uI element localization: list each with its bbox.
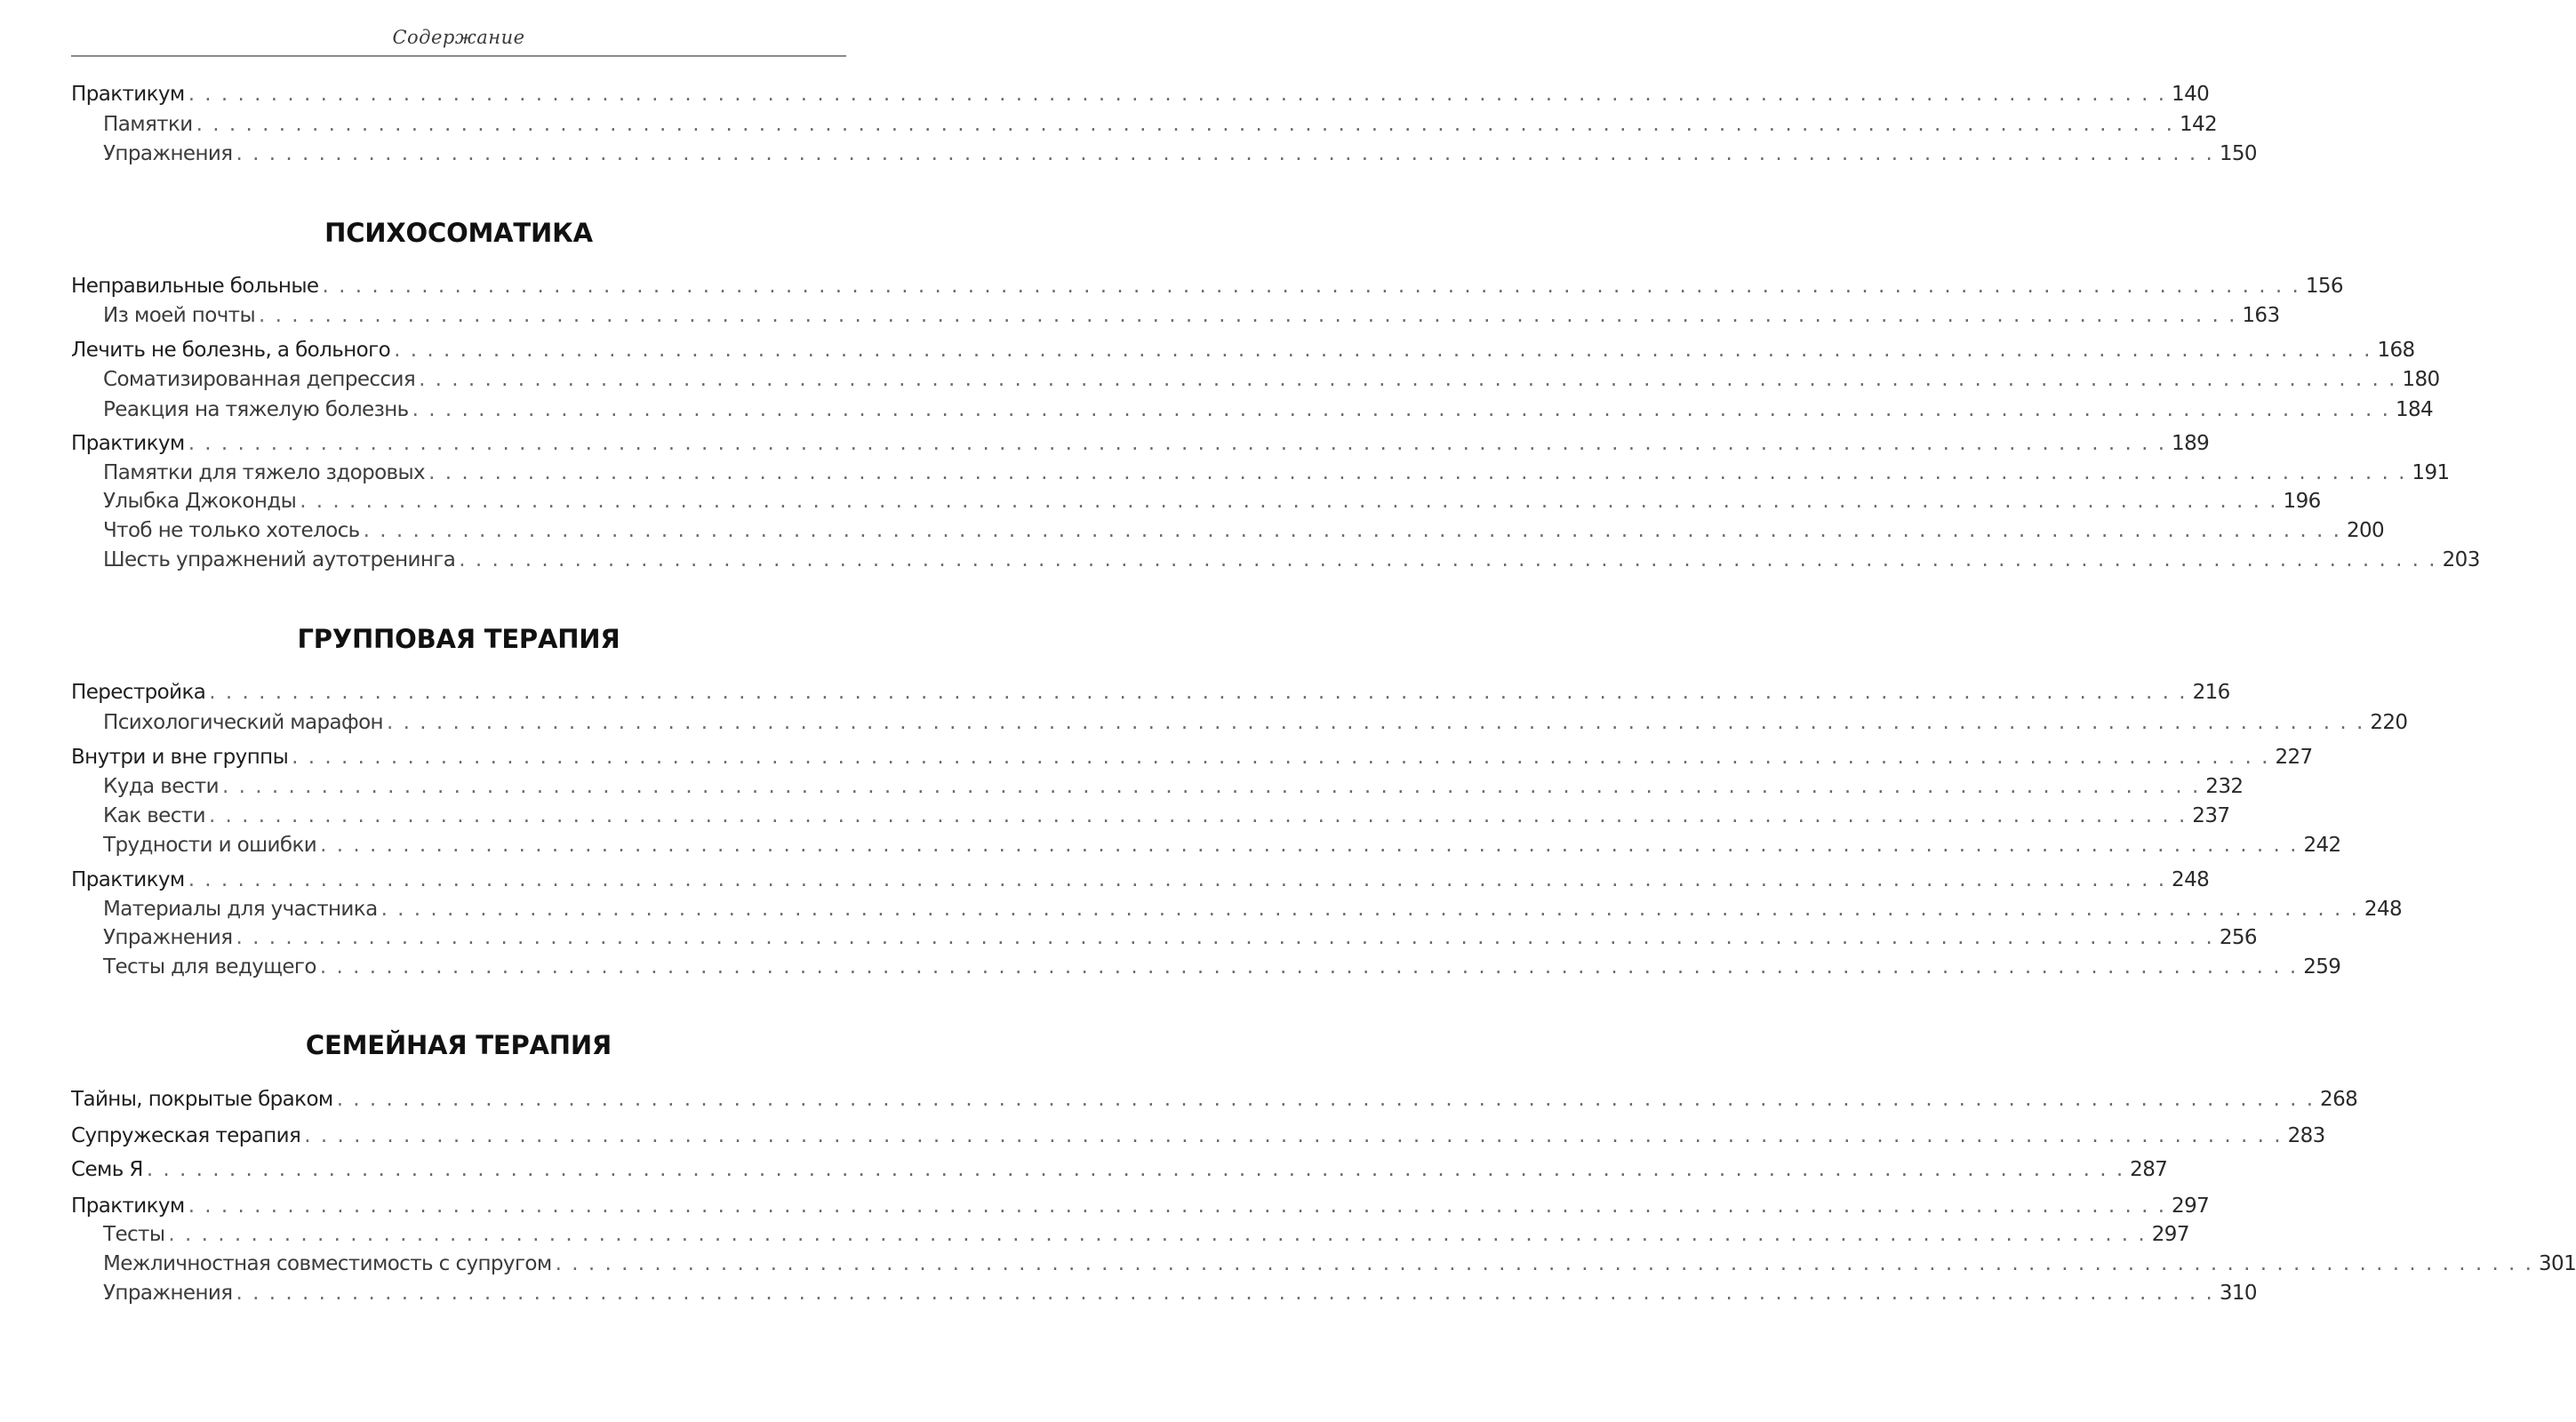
toc-entry-page: 242 xyxy=(2303,834,2341,857)
toc-entry-page: 156 xyxy=(2305,275,2343,298)
dot-leader: . . . . . . . . . . . . . . . . . . . . . . . . . . . . . . . . . . . . . . . . . . . . . . . . . . . . . . . . . . . . . . . . . . . . . . . . . . . . . . . . . . . . . . . . . . . . . . . . . . . . . . . . . . . . . . . . . . . . . . . . xyxy=(188,868,2167,891)
toc-entry-title: Практикум xyxy=(71,868,185,891)
toc-entry-title: Реакция на тяжелую болезнь xyxy=(103,398,409,421)
toc-entry-page: 189 xyxy=(2172,432,2210,455)
toc-entry-title: Шесть упражнений аутотренинга xyxy=(103,548,456,571)
dot-leader: . . . . . . . . . . . . . . . . . . . . . . . . . . . . . . . . . . . . . . . . . . . . . . . . . . . . . . . . . . . . . . . . . . . . . . . . . . . . . . . . . . . . . . . . . . . . . . . . . . . . . . . . . . . . . . . . . . . . . . . . xyxy=(196,113,2174,136)
toc-entry-title: Упражнения xyxy=(103,142,233,165)
dot-leader: . . . . . . . . . . . . . . . . . . . . . . . . . . . . . . . . . . . . . . . . . . . . . . . . . . . . . . . . . . . . . . . . . . . . . . . . . . . . . . . . . . . . . . . . . . . . . . . . . . . . . . . . . . . . . . . . . . . . . . . . xyxy=(236,926,2214,949)
toc-entry-page: 168 xyxy=(2377,339,2415,362)
dot-leader: . . . . . . . . . . . . . . . . . . . . . . . . . . . . . . . . . . . . . . . . . . . . . . . . . . . . . . . . . . . . . . . . . . . . . . . . . . . . . . . . . . . . . . . . . . . . . . . . . . . . . . . . . . . . . . . . . . . . . . . . xyxy=(336,1088,2316,1111)
toc-entry-page: 287 xyxy=(2130,1158,2168,1181)
toc-entry-title: Перестройка xyxy=(71,681,206,704)
running-title: Содержание xyxy=(392,27,525,48)
dot-leader: . . . . . . . . . . . . . . . . . . . . . . . . . . . . . . . . . . . . . . . . . . . . . . . . . . . . . . . . . . . . . . . . . . . . . . . . . . . . . . . . . . . . . . . . . . . . . . . . . . . . . . . . . . . . . . . . . . . . . . . . xyxy=(459,548,2437,571)
toc-subentry[interactable] xyxy=(71,895,2403,923)
toc-subentry[interactable] xyxy=(71,1250,2576,1278)
toc-entry-page: 184 xyxy=(2395,398,2434,421)
toc-entry-title: Тайны, покрытые браком xyxy=(71,1088,333,1111)
dot-leader: . . . . . . . . . . . . . . . . . . . . . . . . . . . . . . . . . . . . . . . . . . . . . . . . . . . . . . . . . . . . . . . . . . . . . . . . . . . . . . . . . . . . . . . . . . . . . . . . . . . . . . . . . . . . . . . . . . . . . . . . xyxy=(168,1223,2147,1246)
toc-subentry[interactable] xyxy=(71,365,2440,394)
dot-leader: . . . . . . . . . . . . . . . . . . . . . . . . . . . . . . . . . . . . . . . . . . . . . . . . . . . . . . . . . . . . . . . . . . . . . . . . . . . . . . . . . . . . . . . . . . . . . . . . . . . . . . . . . . . . . . . . . . . . . . . . xyxy=(188,83,2167,106)
dot-leader: . . . . . . . . . . . . . . . . . . . . . . . . . . . . . . . . . . . . . . . . . . . . . . . . . . . . . . . . . . . . . . . . . . . . . . . . . . . . . . . . . . . . . . . . . . . . . . . . . . . . . . . . . . . . . . . . . . . . . . . . xyxy=(412,398,2390,421)
toc-entry-page: 200 xyxy=(2346,519,2385,542)
dot-leader: . . . . . . . . . . . . . . . . . . . . . . . . . . . . . . . . . . . . . . . . . . . . . . . . . . . . . . . . . . . . . . . . . . . . . . . . . . . . . . . . . . . . . . . . . . . . . . . . . . . . . . . . . . . . . . . . . . . . . . . . xyxy=(386,711,2365,734)
toc-entry-page: 248 xyxy=(2364,898,2403,921)
toc-entry-page: 220 xyxy=(2370,711,2408,734)
toc-entry[interactable] xyxy=(71,429,2210,458)
toc-entry-title: Практикум xyxy=(71,1194,185,1218)
toc-subentry[interactable] xyxy=(71,772,2244,801)
toc-entry[interactable] xyxy=(71,743,2313,771)
dot-leader: . . . . . . . . . . . . . . . . . . . . . . . . . . . . . . . . . . . . . . . . . . . . . . . . . . . . . . . . . . . . . . . . . . . . . . . . . . . . . . . . . . . . . . . . . . . . . . . . . . . . . . . . . . . . . . . . . . . . . . . . xyxy=(319,955,2299,979)
toc-entry-title: Неправильные больные xyxy=(71,275,319,298)
toc-subentry[interactable] xyxy=(71,1220,2189,1249)
toc-entry-page: 232 xyxy=(2205,775,2244,798)
dot-leader: . . . . . . . . . . . . . . . . . . . . . . . . . . . . . . . . . . . . . . . . . . . . . . . . . . . . . . . . . . . . . . . . . . . . . . . . . . . . . . . . . . . . . . . . . . . . . . . . . . . . . . . . . . . . . . . . . . . . . . . . xyxy=(394,339,2372,362)
toc-entry[interactable] xyxy=(71,336,2415,364)
dot-leader: . . . . . . . . . . . . . . . . . . . . . . . . . . . . . . . . . . . . . . . . . . . . . . . . . . . . . . . . . . . . . . . . . . . . . . . . . . . . . . . . . . . . . . . . . . . . . . . . . . . . . . . . . . . . . . . . . . . . . . . . xyxy=(292,746,2270,769)
toc-entry[interactable] xyxy=(71,678,2230,707)
dot-leader: . . . . . . . . . . . . . . . . . . . . . . . . . . . . . . . . . . . . . . . . . . . . . . . . . . . . . . . . . . . . . . . . . . . . . . . . . . . . . . . . . . . . . . . . . . . . . . . . . . . . . . . . . . . . . . . . . . . . . . . . xyxy=(320,834,2299,857)
toc-entry-title: Лечить не болезнь, а больного xyxy=(71,339,391,362)
toc-entry[interactable] xyxy=(71,1085,2358,1114)
toc-entry-page: 163 xyxy=(2242,304,2280,327)
toc-entry-title: Из моей почты xyxy=(103,304,256,327)
toc-entry-title: Практикум xyxy=(71,83,185,106)
toc-entry-page: 180 xyxy=(2402,368,2440,391)
toc-entry-title: Как вести xyxy=(103,804,205,827)
dot-leader: . . . . . . . . . . . . . . . . . . . . . . . . . . . . . . . . . . . . . . . . . . . . . . . . . . . . . . . . . . . . . . . . . . . . . . . . . . . . . . . . . . . . . . . . . . . . . . . . . . . . . . . . . . . . . . . . . . . . . . . . xyxy=(300,490,2278,513)
toc-entry-title: Трудности и ошибки xyxy=(103,834,317,857)
toc-entry-page: 142 xyxy=(2179,113,2218,136)
toc-entry-title: Памятки для тяжело здоровых xyxy=(103,461,426,484)
toc-entry-title: Соматизированная депрессия xyxy=(103,368,416,391)
toc-entry-page: 150 xyxy=(2219,142,2257,165)
toc-entry[interactable] xyxy=(71,866,2210,894)
toc-entry[interactable] xyxy=(71,1122,2325,1150)
dot-leader: . . . . . . . . . . . . . . . . . . . . . . . . . . . . . . . . . . . . . . . . . . . . . . . . . . . . . . . . . . . . . . . . . . . . . . . . . . . . . . . . . . . . . . . . . . . . . . . . . . . . . . . . . . . . . . . . . . . . . . . . xyxy=(380,898,2359,921)
section-heading: СЕМЕЙНАЯ ТЕРАПИЯ xyxy=(305,1030,612,1060)
toc-entry-title: Упражнения xyxy=(103,1282,233,1305)
toc-entry-title: Чтоб не только хотелось xyxy=(103,519,360,542)
section-heading: ПСИХОСОМАТИКА xyxy=(324,218,593,248)
toc-subentry[interactable] xyxy=(71,487,2321,515)
toc-subentry[interactable] xyxy=(71,831,2341,859)
toc-entry-page: 203 xyxy=(2442,548,2480,571)
toc-subentry[interactable] xyxy=(71,395,2434,424)
toc-entry-page: 301 xyxy=(2539,1252,2576,1275)
toc-entry-page: 268 xyxy=(2320,1088,2358,1111)
toc-entry-page: 191 xyxy=(2412,461,2450,484)
toc-entry-title: Памятки xyxy=(103,113,193,136)
dot-leader: . . . . . . . . . . . . . . . . . . . . . . . . . . . . . . . . . . . . . . . . . . . . . . . . . . . . . . . . . . . . . . . . . . . . . . . . . . . . . . . . . . . . . . . . . . . . . . . . . . . . . . . . . . . . . . . . . . . . . . . . xyxy=(419,368,2397,391)
toc-subentry[interactable] xyxy=(71,516,2385,545)
dot-leader: . . . . . . . . . . . . . . . . . . . . . . . . . . . . . . . . . . . . . . . . . . . . . . . . . . . . . . . . . . . . . . . . . . . . . . . . . . . . . . . . . . . . . . . . . . . . . . . . . . . . . . . . . . . . . . . . . . . . . . . . xyxy=(236,1282,2214,1305)
toc-entry[interactable] xyxy=(71,1155,2168,1184)
toc-entry-title: Психологический марафон xyxy=(103,711,383,734)
toc-subentry[interactable] xyxy=(71,953,2341,981)
toc-entry-title: Практикум xyxy=(71,432,185,455)
toc-subentry[interactable] xyxy=(71,546,2480,574)
dot-leader: . . . . . . . . . . . . . . . . . . . . . . . . . . . . . . . . . . . . . . . . . . . . . . . . . . . . . . . . . . . . . . . . . . . . . . . . . . . . . . . . . . . . . . . . . . . . . . . . . . . . . . . . . . . . . . . . . . . . . . . . xyxy=(363,519,2341,542)
toc-entry-title: Семь Я xyxy=(71,1158,143,1181)
toc-entry-page: 196 xyxy=(2283,490,2321,513)
dot-leader: . . . . . . . . . . . . . . . . . . . . . . . . . . . . . . . . . . . . . . . . . . . . . . . . . . . . . . . . . . . . . . . . . . . . . . . . . . . . . . . . . . . . . . . . . . . . . . . . . . . . . . . . . . . . . . . . . . . . . . . . xyxy=(146,1158,2125,1181)
toc-entry-page: 283 xyxy=(2287,1124,2325,1147)
toc-entry-page: 237 xyxy=(2192,804,2230,827)
toc-entry-page: 256 xyxy=(2219,926,2257,949)
dot-leader: . . . . . . . . . . . . . . . . . . . . . . . . . . . . . . . . . . . . . . . . . . . . . . . . . . . . . . . . . . . . . . . . . . . . . . . . . . . . . . . . . . . . . . . . . . . . . . . . . . . . . . . . . . . . . . . . . . . . . . . . xyxy=(208,804,2188,827)
toc-subentry[interactable] xyxy=(71,301,2280,330)
section-heading: ГРУППОВАЯ ТЕРАПИЯ xyxy=(297,624,620,654)
dot-leader: . . . . . . . . . . . . . . . . . . . . . . . . . . . . . . . . . . . . . . . . . . . . . . . . . . . . . . . . . . . . . . . . . . . . . . . . . . . . . . . . . . . . . . . . . . . . . . . . . . . . . . . . . . . . . . . . . . . . . . . . xyxy=(221,775,2201,798)
dot-leader: . . . . . . . . . . . . . . . . . . . . . . . . . . . . . . . . . . . . . . . . . . . . . . . . . . . . . . . . . . . . . . . . . . . . . . . . . . . . . . . . . . . . . . . . . . . . . . . . . . . . . . . . . . . . . . . . . . . . . . . . xyxy=(259,304,2237,327)
toc-subentry[interactable] xyxy=(71,923,2257,952)
toc-entry-page: 297 xyxy=(2151,1223,2189,1246)
dot-leader: . . . . . . . . . . . . . . . . . . . . . . . . . . . . . . . . . . . . . . . . . . . . . . . . . . . . . . . . . . . . . . . . . . . . . . . . . . . . . . . . . . . . . . . . . . . . . . . . . . . . . . . . . . . . . . . . . . . . . . . . xyxy=(188,1194,2167,1218)
toc-entry[interactable] xyxy=(71,80,2210,108)
dot-leader: . . . . . . . . . . . . . . . . . . . . . . . . . . . . . . . . . . . . . . . . . . . . . . . . . . . . . . . . . . . . . . . . . . . . . . . . . . . . . . . . . . . . . . . . . . . . . . . . . . . . . . . . . . . . . . . . . . . . . . . . xyxy=(555,1252,2533,1275)
toc-entry-page: 259 xyxy=(2303,955,2341,979)
toc-entry-title: Тесты для ведущего xyxy=(103,955,316,979)
toc-entry-title: Упражнения xyxy=(103,926,233,949)
toc-entry-title: Внутри и вне группы xyxy=(71,746,289,769)
dot-leader: . . . . . . . . . . . . . . . . . . . . . . . . . . . . . . . . . . . . . . . . . . . . . . . . . . . . . . . . . . . . . . . . . . . . . . . . . . . . . . . . . . . . . . . . . . . . . . . . . . . . . . . . . . . . . . . . . . . . . . . . xyxy=(304,1124,2283,1147)
toc-subentry[interactable] xyxy=(71,708,2408,737)
toc-entry-title: Материалы для участника xyxy=(103,898,378,921)
toc-subentry[interactable] xyxy=(71,140,2257,168)
toc-entry[interactable] xyxy=(71,272,2343,300)
dot-leader: . . . . . . . . . . . . . . . . . . . . . . . . . . . . . . . . . . . . . . . . . . . . . . . . . . . . . . . . . . . . . . . . . . . . . . . . . . . . . . . . . . . . . . . . . . . . . . . . . . . . . . . . . . . . . . . . . . . . . . . . xyxy=(188,432,2167,455)
toc-entry-page: 227 xyxy=(2275,746,2313,769)
dot-leader: . . . . . . . . . . . . . . . . . . . . . . . . . . . . . . . . . . . . . . . . . . . . . . . . . . . . . . . . . . . . . . . . . . . . . . . . . . . . . . . . . . . . . . . . . . . . . . . . . . . . . . . . . . . . . . . . . . . . . . . . xyxy=(209,681,2188,704)
dot-leader: . . . . . . . . . . . . . . . . . . . . . . . . . . . . . . . . . . . . . . . . . . . . . . . . . . . . . . . . . . . . . . . . . . . . . . . . . . . . . . . . . . . . . . . . . . . . . . . . . . . . . . . . . . . . . . . . . . . . . . . . xyxy=(428,461,2407,484)
toc-entry-page: 216 xyxy=(2192,681,2230,704)
header-rule xyxy=(71,55,846,57)
toc-subentry[interactable] xyxy=(71,459,2450,487)
dot-leader: . . . . . . . . . . . . . . . . . . . . . . . . . . . . . . . . . . . . . . . . . . . . . . . . . . . . . . . . . . . . . . . . . . . . . . . . . . . . . . . . . . . . . . . . . . . . . . . . . . . . . . . . . . . . . . . . . . . . . . . . xyxy=(322,275,2300,298)
toc-entry-title: Улыбка Джоконды xyxy=(103,490,297,513)
dot-leader: . . . . . . . . . . . . . . . . . . . . . . . . . . . . . . . . . . . . . . . . . . . . . . . . . . . . . . . . . . . . . . . . . . . . . . . . . . . . . . . . . . . . . . . . . . . . . . . . . . . . . . . . . . . . . . . . . . . . . . . . xyxy=(236,142,2214,165)
toc-subentry[interactable] xyxy=(71,1279,2257,1307)
toc-entry-page: 310 xyxy=(2219,1282,2257,1305)
toc-entry-page: 297 xyxy=(2172,1194,2210,1218)
toc-entry-title: Тесты xyxy=(103,1223,165,1246)
toc-entry-title: Куда вести xyxy=(103,775,219,798)
toc-entry-page: 248 xyxy=(2172,868,2210,891)
toc-entry-page: 140 xyxy=(2172,83,2210,106)
toc-subentry[interactable] xyxy=(71,110,2218,139)
toc-subentry[interactable] xyxy=(71,802,2230,830)
toc-entry-title: Супружеская терапия xyxy=(71,1124,301,1147)
toc-entry-title: Межличностная совместимость с супругом xyxy=(103,1252,552,1275)
toc-entry[interactable] xyxy=(71,1192,2210,1220)
